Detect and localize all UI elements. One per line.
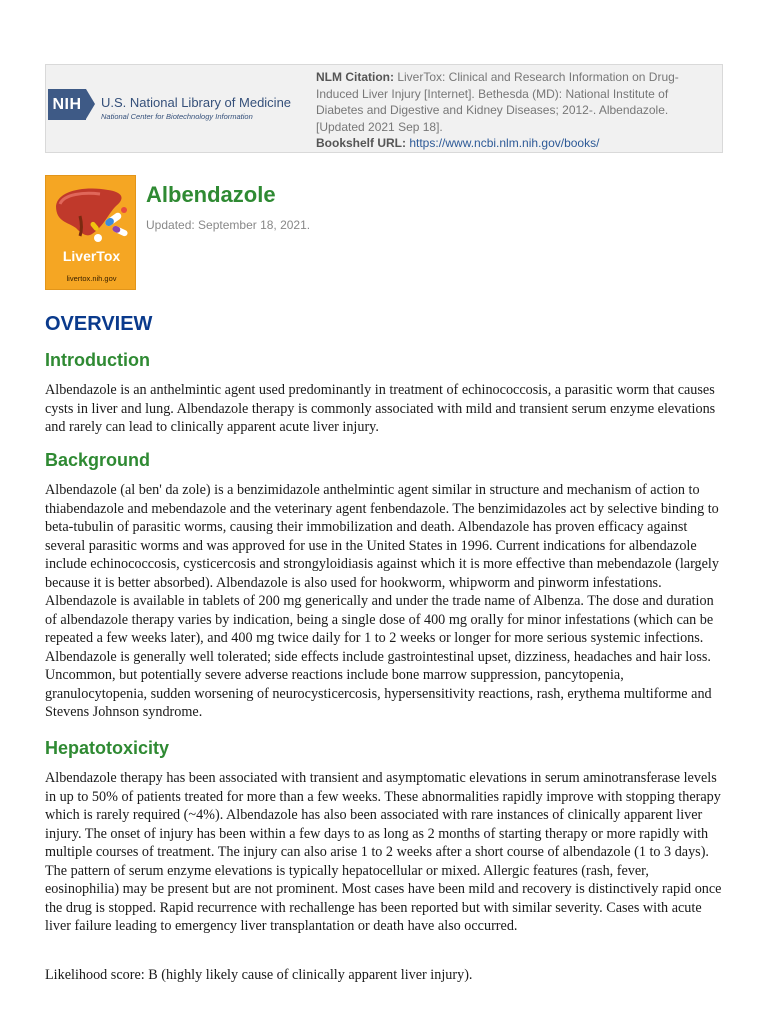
- hepatotoxicity-paragraph: Albendazole therapy has been associated with transient and asymptomatic elevations in serum aminotransferase levels in up to 50% of patients treated for more than a few weeks. These abnormalities rapidly improve with stopping therapy which is rarely required (~4%). Albendazole has also been associated with rare instances of clinically apparent liver injury. The onset of injury has been within a few days to as long as 2 months of starting therapy or more rapidly with multiple courses of treatment. The injury can also arise 1 to 2 weeks after a short course of albendazole (1 to 3 days). The pattern of serum enzyme elevations is typically hepatocellular or mixed. Allergic features (rash, fever, eosinophilia) may be present but are not prominent. Most cases have been mild and recovery is distinctively rapid once the drug is stopped. Rapid recurrence with rechallenge has been reported but with similar severity. Cases with acute liver failure leading to emergency liver transplantation or death have also occurred.: [45, 770, 722, 934]
- nih-logo: NIH: [48, 89, 86, 120]
- nlm-library-name: U.S. National Library of Medicine: [101, 95, 292, 110]
- background-heading: Background: [45, 450, 151, 470]
- livertox-logo-label: LiverTox: [62, 248, 121, 264]
- likelihood-score: Likelihood score: B (highly likely cause of clinically apparent liver injury).: [45, 967, 473, 983]
- livertox-logo-url: livertox.nih.gov: [66, 274, 117, 283]
- liver-icon: [46, 176, 136, 290]
- updated-date: Updated: September 18, 2021.: [146, 218, 311, 232]
- introduction-paragraph: Albendazole is an anthelmintic agent used predominantly in treatment of echinococcosis, a parasitic worm that causes cysts in liver and lung. Albendazole therapy is commonly associated with mild and transient serum enzyme elevations and rarely can lead to clinically apparent acute liver injury.: [45, 382, 716, 435]
- background-paragraph: Albendazole (al ben' da zole) is a benzimidazole anthelmintic agent similar in structure and mechanism of action to thiabendazole and mebendazole and the veterinary agent fenbendazole. The benzimidazoles act by selective binding to beta-tubulin of parasitic worms, causing their immobilization and death. Albendazole has proven efficacy against several parasitic worms and was approved for use in the United States in 1996. Current indications for albendazole include echinococcosis, cysticercosis and strongyloidiasis against which it is more effective than mebendazole (largely because it is better absorbed). Albendazole is also used for hookworm, whipworm and pinworm infestations. Albendazole is available in tablets of 200 mg generically and under the trade name of Albenza. The dose and duration of albendazole therapy varies by indication, being a single dose of 400 mg orally for minor infestations (which can be repeated a few weeks later), and 400 mg twice daily for 1 to 2 weeks or longer for more serious systemic infections. Albendazole is generally well tolerated; side effects include gastrointestinal upset, dizziness, headaches and hair loss. Uncommon, but potentially severe adverse reactions include bone marrow suppression, pancytopenia, granulocytopenia, sudden worsening of neurocysticercosis, hypersensitivity reactions, rash, erythema multiforme and Stevens Johnson syndrome.: [45, 482, 719, 720]
- overview-heading: OVERVIEW: [45, 313, 153, 335]
- citation-label: NLM Citation:: [316, 70, 394, 84]
- page-title: Albendazole: [146, 182, 276, 207]
- citation-body: LiverTox: Clinical and Research Information on Drug-Induced Liver Injury [Internet]. Bethesda (MD): National Institute of Diabetes and Digestive and Kidney Diseases; 2012-. Albendazole. [Updated 2021 Sep 18].: [316, 70, 679, 134]
- livertox-logo[interactable]: [45, 175, 136, 290]
- bookshelf-url-link[interactable]: https://www.ncbi.nlm.nih.gov/books/: [409, 136, 600, 150]
- bookshelf-url-label: Bookshelf URL:: [316, 136, 406, 150]
- hepatotoxicity-heading: Hepatotoxicity: [45, 738, 170, 758]
- citation-box: [45, 64, 723, 153]
- citation-text-block: [316, 69, 716, 152]
- nlm-library-subtitle: National Center for Biotechnology Information: [101, 112, 253, 121]
- introduction-heading: Introduction: [45, 350, 150, 370]
